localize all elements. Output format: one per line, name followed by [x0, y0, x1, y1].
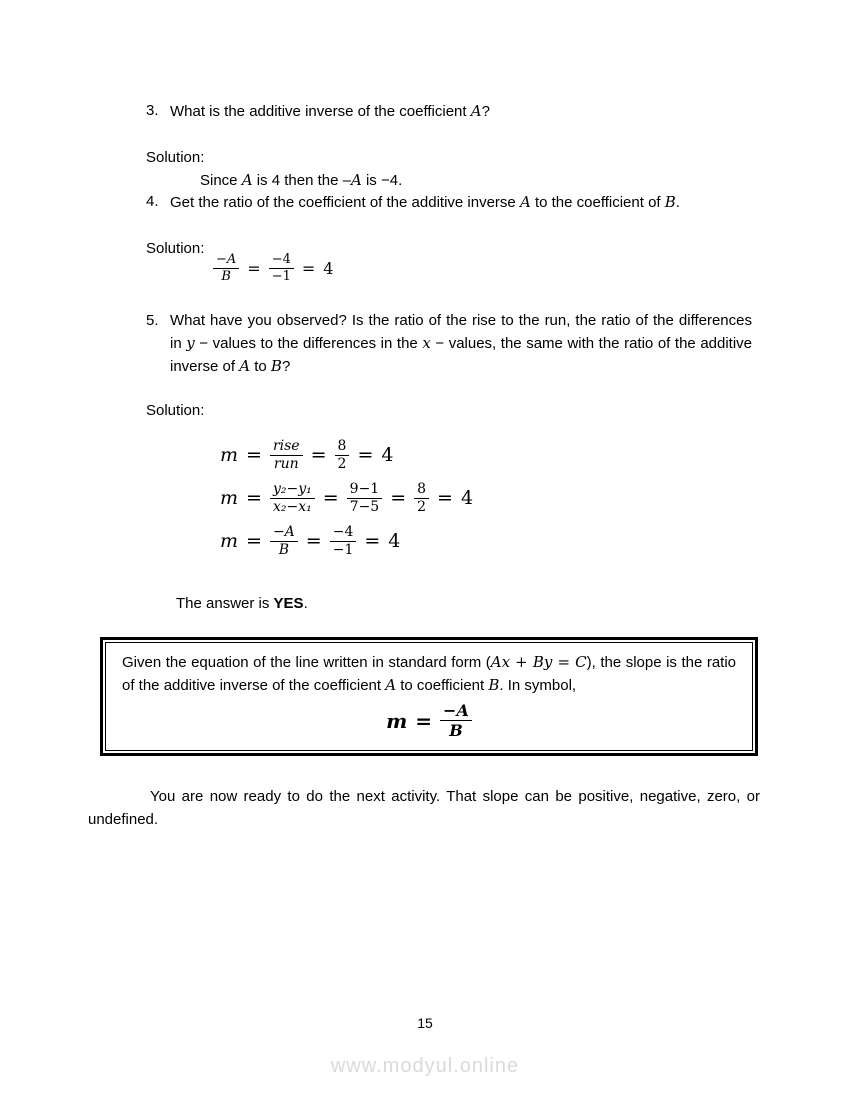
math-var-m: m [386, 708, 408, 733]
equation-result: 4 [388, 530, 401, 553]
equals-sign: = [437, 487, 453, 510]
equals-sign: = [364, 530, 381, 553]
equation-result: 4 [381, 444, 394, 467]
fraction-numerator: rise [270, 438, 303, 456]
equals-sign: = [322, 487, 339, 510]
fraction-denominator: −1 [271, 268, 291, 284]
fraction [330, 524, 357, 559]
fraction-denominator: B [221, 268, 231, 284]
fraction-numerator: −A [213, 252, 239, 269]
solution-label: Solution: [146, 240, 205, 257]
fraction [269, 252, 294, 284]
math-var-A: A [350, 171, 362, 189]
fraction-denominator: B [449, 721, 463, 741]
equation-result: 4 [460, 487, 474, 510]
equals-sign: = [246, 487, 262, 510]
question-text [170, 191, 766, 214]
equation-slope-points [220, 481, 473, 516]
question-item-3 [146, 100, 758, 123]
text-run: to [250, 358, 271, 375]
key-concept-box [100, 637, 758, 756]
equals-sign: = [247, 258, 261, 278]
fraction-denominator: x₂−x₁ [272, 498, 312, 515]
equation-ratio [213, 252, 333, 284]
text-run: Get the ratio of the coefficient of the additive inverse [170, 194, 520, 211]
question-text [170, 310, 752, 378]
fraction-denominator: run [273, 455, 299, 472]
equals-sign: = [390, 487, 407, 510]
text-run: to coefficient [396, 677, 489, 694]
fraction-numerator: 8 [335, 438, 350, 456]
key-concept-box-inner [105, 642, 753, 751]
text-run: is −4. [361, 172, 403, 189]
fraction-numerator: −4 [269, 252, 294, 269]
item-number: 3. [146, 102, 159, 119]
equals-sign: = [246, 530, 262, 553]
answer-emphasis: YES [273, 595, 304, 612]
math-var-A: A [470, 102, 482, 120]
equation-slope-rise-run [220, 438, 393, 473]
solution-label: Solution: [146, 402, 205, 419]
fraction-denominator: 2 [417, 498, 427, 515]
math-var-A: A [519, 193, 531, 211]
fraction-numerator: −A [270, 524, 298, 542]
fraction [270, 481, 315, 516]
math-var-m: m [220, 530, 239, 553]
math-var-y: y [186, 334, 195, 352]
text-run: ? [481, 103, 490, 120]
fraction-denominator: −1 [332, 541, 354, 558]
math-var-B: B [488, 676, 500, 694]
watermark: www.modyul.online [330, 1055, 520, 1077]
fraction-numerator: 8 [414, 481, 429, 499]
fraction [347, 481, 383, 516]
fraction [440, 701, 472, 740]
equals-sign: = [305, 530, 322, 553]
text-run: . [675, 194, 680, 211]
fraction-denominator: B [278, 541, 290, 558]
equals-sign: = [301, 258, 316, 278]
fraction [213, 252, 239, 284]
text-run: What is the additive inverse of the coefficient [170, 103, 471, 120]
fraction [414, 481, 429, 516]
page-number: 15 [417, 1015, 433, 1031]
fraction-numerator: 9−1 [347, 481, 383, 499]
key-concept-text [122, 651, 736, 697]
text-run: . In symbol, [499, 677, 577, 694]
math-var-B: B [664, 193, 676, 211]
question-item-4 [146, 191, 766, 214]
text-run: Since [200, 172, 242, 189]
math-var-A: A [239, 357, 251, 375]
solution-label: Solution: [146, 149, 205, 166]
slope-formula-equation [122, 701, 736, 740]
solution-line [200, 169, 402, 192]
math-var-A: A [385, 676, 397, 694]
fraction-numerator: −4 [330, 524, 357, 542]
answer-line [176, 593, 308, 615]
question-item-5 [146, 310, 752, 378]
equation-result: 4 [323, 258, 334, 278]
fraction [270, 438, 303, 473]
equals-sign: = [415, 708, 433, 733]
fraction [335, 438, 350, 473]
closing-paragraph: You are now ready to do the next activity. That slope can be positive, negative, zero, or undefined. [88, 788, 760, 828]
text-run: to the coefficient of [530, 194, 665, 211]
text-run: ), the slope is the ratio of the additive inverse of the coefficient [122, 654, 737, 694]
fraction-numerator: −A [440, 701, 472, 721]
text-run: − values to the differences in the [194, 335, 423, 352]
equals-sign: = [357, 444, 374, 467]
text-run: ? [281, 358, 291, 375]
math-var-m: m [220, 487, 239, 510]
math-var-B: B [270, 357, 282, 375]
math-var-m: m [220, 444, 239, 467]
fraction-denominator: 2 [337, 455, 347, 472]
item-number: 5. [146, 312, 159, 329]
text-run: Given the equation of the line written in standard form ( [122, 654, 491, 671]
text-run: The answer is [176, 595, 274, 612]
question-text [170, 100, 758, 123]
fraction-numerator: y₂−y₁ [270, 481, 315, 499]
text-run: . [303, 595, 308, 612]
item-number: 4. [146, 193, 159, 210]
math-var-x: x [422, 334, 431, 352]
text-run: is 4 then the – [252, 172, 351, 189]
equals-sign: = [246, 444, 262, 467]
math-var-A: A [241, 171, 253, 189]
equals-sign: = [310, 444, 327, 467]
fraction-denominator: 7−5 [349, 498, 380, 515]
fraction [270, 524, 298, 559]
math-expression-standard-form: Ax + By = C [490, 653, 587, 671]
text-run: − values, the same with the ratio of the additive inverse of [170, 335, 753, 375]
text-run: What have you observed? Is the ratio of the rise to the run, the ratio of the differences in [170, 312, 752, 352]
equation-slope-coefficients [220, 524, 400, 559]
